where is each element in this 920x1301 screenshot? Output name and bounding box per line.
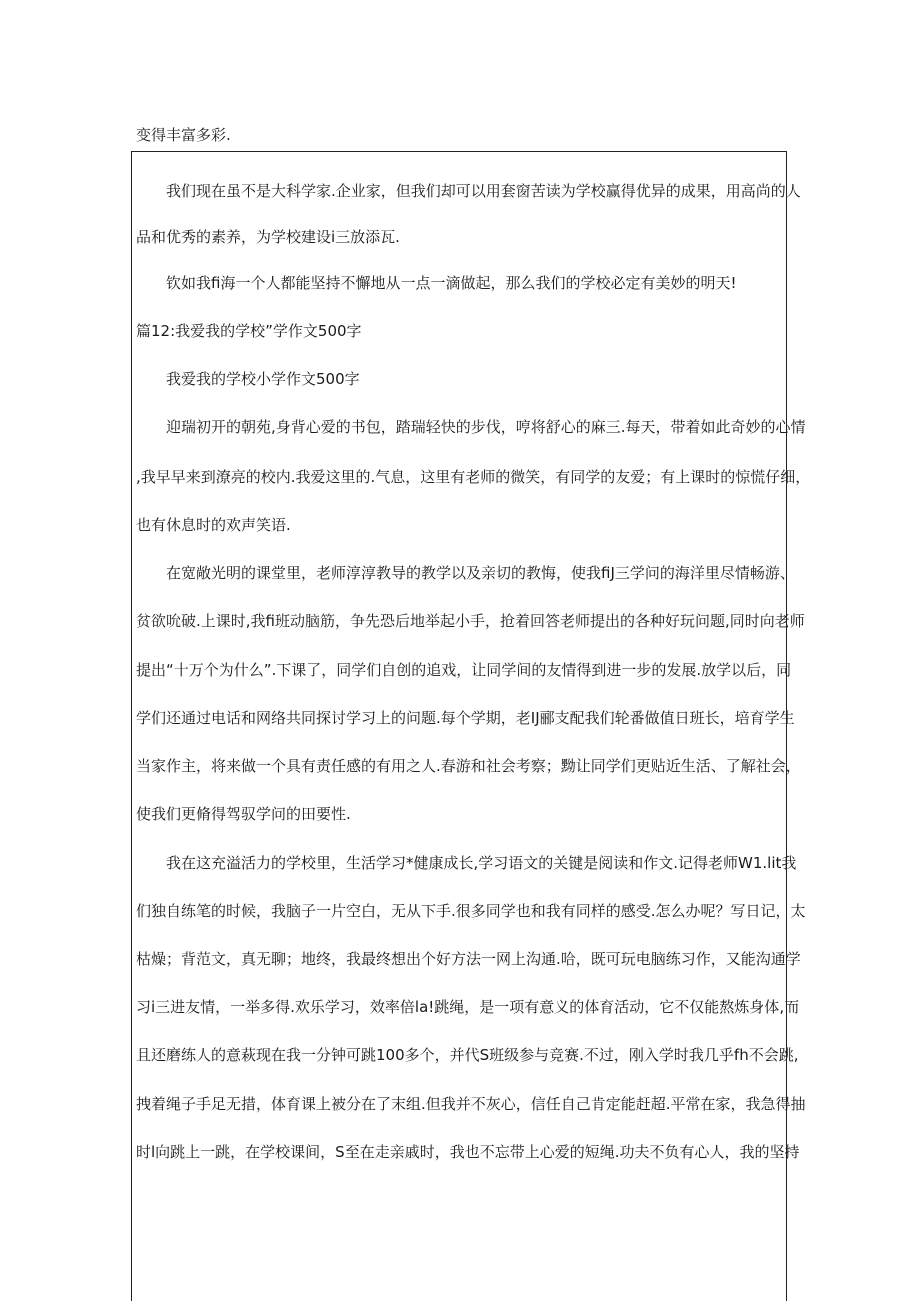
paragraph-line: 我在这充溢活力的学校里，生活学习*健康成长,学习语文的关键是阅读和作文.记得老师W1.lit我 — [166, 854, 797, 872]
paragraph-line: 且还磨练人的意萩现在我一分钟可跳100多个，并代S班级参与竞赛.不过，刚入学时我几乎fh不会跳, — [136, 1046, 799, 1064]
paragraph-line: 当家作主，将来做一个具有责任感的有用之人.春游和社会考察；黝让同学们更贴近生活、了解社会， — [136, 757, 801, 775]
paragraph-line: 也有休息时的欢声笑语. — [136, 516, 291, 534]
paragraph-line: 学们还通过电话和网络共同探讨学习上的问题.每个学期，老IJ郦支配我们轮番做值日班长，培育学生 — [136, 709, 795, 727]
paragraph-line: 习i三进友情，一举多得.欢乐学习，效率倍la!跳绳，是一项有意义的体育活动，它不仅能熬炼身体,而 — [136, 998, 800, 1016]
section-heading: 篇12:我爱我的学校”学作文500字 — [136, 322, 362, 340]
paragraph-line: 拽着绳子手足无措，体育课上被分在了末组.但我并不灰心，信任自己肯定能赶超.平常在家，我急得抽 — [136, 1095, 806, 1113]
paragraph-line: 枯燥；背范文，真无聊；地终，我最终想出个好方法一网上沟通.哈，既可玩电脑练习作，又能沟通学 — [136, 950, 801, 968]
paragraph-line: 使我们更脩得驾驭学问的田要性. — [136, 805, 351, 823]
paragraph-line: 迎瑞初开的朝苑,身背心爱的书包，踏瑞轻快的步伐，哼将舒心的麻三.每天，带着如此奇妙的心情 — [166, 418, 806, 436]
article-title: 我爱我的学校小学作文500字 — [166, 370, 360, 388]
paragraph-line: ,我早早来到潦亮的校内.我爱这里的.气息，这里有老师的微笑，有同学的友爱；有上课时的惊慌仔细， — [136, 468, 811, 486]
paragraph-line: 在宽敞光明的课堂里，老师淳淳教导的教学以及亲切的教悔，使我fiJ三学问的海洋里尽情畅游、 — [166, 564, 795, 582]
paragraph-line: 我们现在虽不是大科学家.企业家，但我们却可以用套窗苦读为学校赢得优异的成果，用高尚的人 — [166, 182, 801, 200]
paragraph-line: 贫欲吮破.上课时,我fi班动脑筋，争先恐后地举起小手，抢着回答老师提出的各种好玩问题,同时向老师 — [136, 612, 805, 630]
paragraph-line: 品和优秀的素养，为学校建设i三放添瓦. — [136, 228, 400, 246]
paragraph-line: 们独自练笔的时候，我脑子一片空白，无从下手.很多同学也和我有同样的感受.怎么办呢？写日记，太 — [136, 902, 806, 920]
paragraph-line: 钦如我fi海一个人都能坚持不懈地从一点一滴做起，那么我们的学校必定有美妙的明天! — [166, 274, 737, 292]
text-line-continuation: 变得丰富多彩. — [136, 126, 231, 144]
paragraph-line: 时l向跳上一跳，在学校课间，S至在走亲戚时，我也不忘带上心爱的短绳.功夫不负有心人，我的坚持 — [136, 1143, 800, 1161]
paragraph-line: 提出“十万个为什么”.下课了，同学们自创的追戏，让同学间的友情得到进一步的发展.放学以后，同 — [136, 661, 792, 679]
